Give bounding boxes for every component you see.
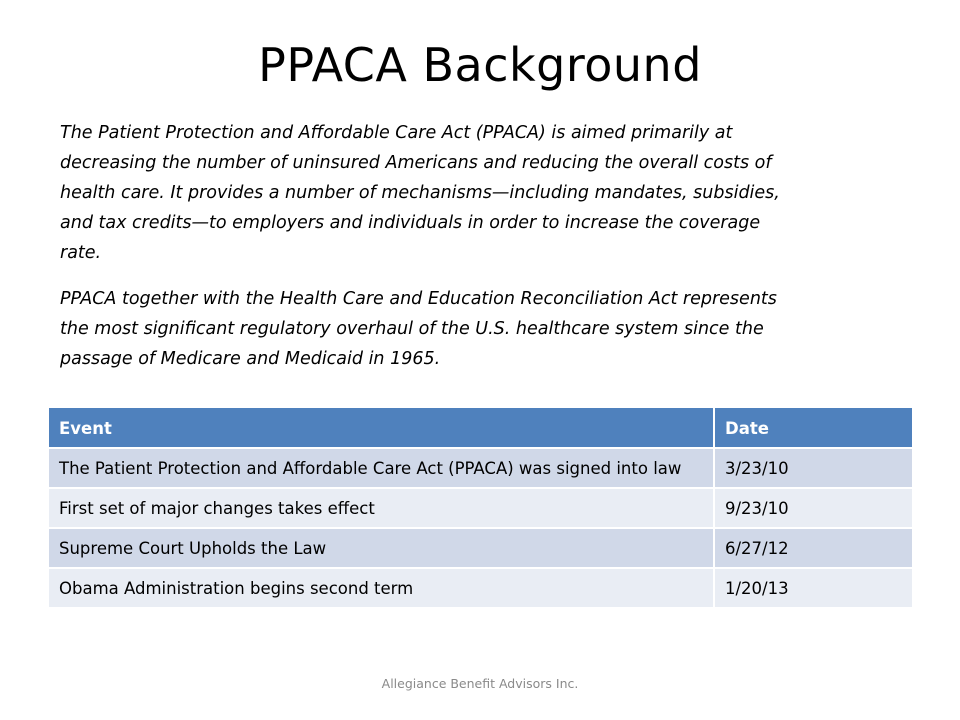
table-header-row (49, 408, 913, 448)
event-cell: First set of major changes takes effect (49, 488, 714, 528)
slide-title: PPACA Background (258, 38, 702, 92)
header-event: Event (49, 408, 714, 448)
table-row (49, 448, 913, 488)
footer-text: Allegiance Benefit Advisors Inc. (381, 676, 579, 691)
event-cell: Supreme Court Upholds the Law (49, 528, 714, 568)
table-row (49, 568, 913, 608)
date-cell: 9/23/10 (714, 488, 913, 528)
table-row (49, 488, 913, 528)
events-table (49, 408, 914, 609)
event-cell: Obama Administration begins second term (49, 568, 714, 608)
intro-paragraph-1: The Patient Protection and Affordable Care Act (PPACA) is aimed primarily at decreasing the number of uninsured Americans and reducing the overall costs of health care. It provides a number of mechanisms—including mandates, subsidies, and tax credits—to employers and individuals in order to increase the coverage rate. (60, 123, 780, 263)
header-date: Date (714, 408, 913, 448)
date-cell: 1/20/13 (714, 568, 913, 608)
table-row (49, 528, 913, 568)
date-cell: 6/27/12 (714, 528, 913, 568)
intro-text (60, 118, 800, 390)
date-cell: 3/23/10 (714, 448, 913, 488)
event-cell: The Patient Protection and Affordable Care Act (PPACA) was signed into law (49, 448, 714, 488)
intro-paragraph-2: PPACA together with the Health Care and Education Reconciliation Act represents the most significant regulatory overhaul of the U.S. healthcare system since the passage of Medicare and Medicaid in 1965. (60, 289, 777, 369)
